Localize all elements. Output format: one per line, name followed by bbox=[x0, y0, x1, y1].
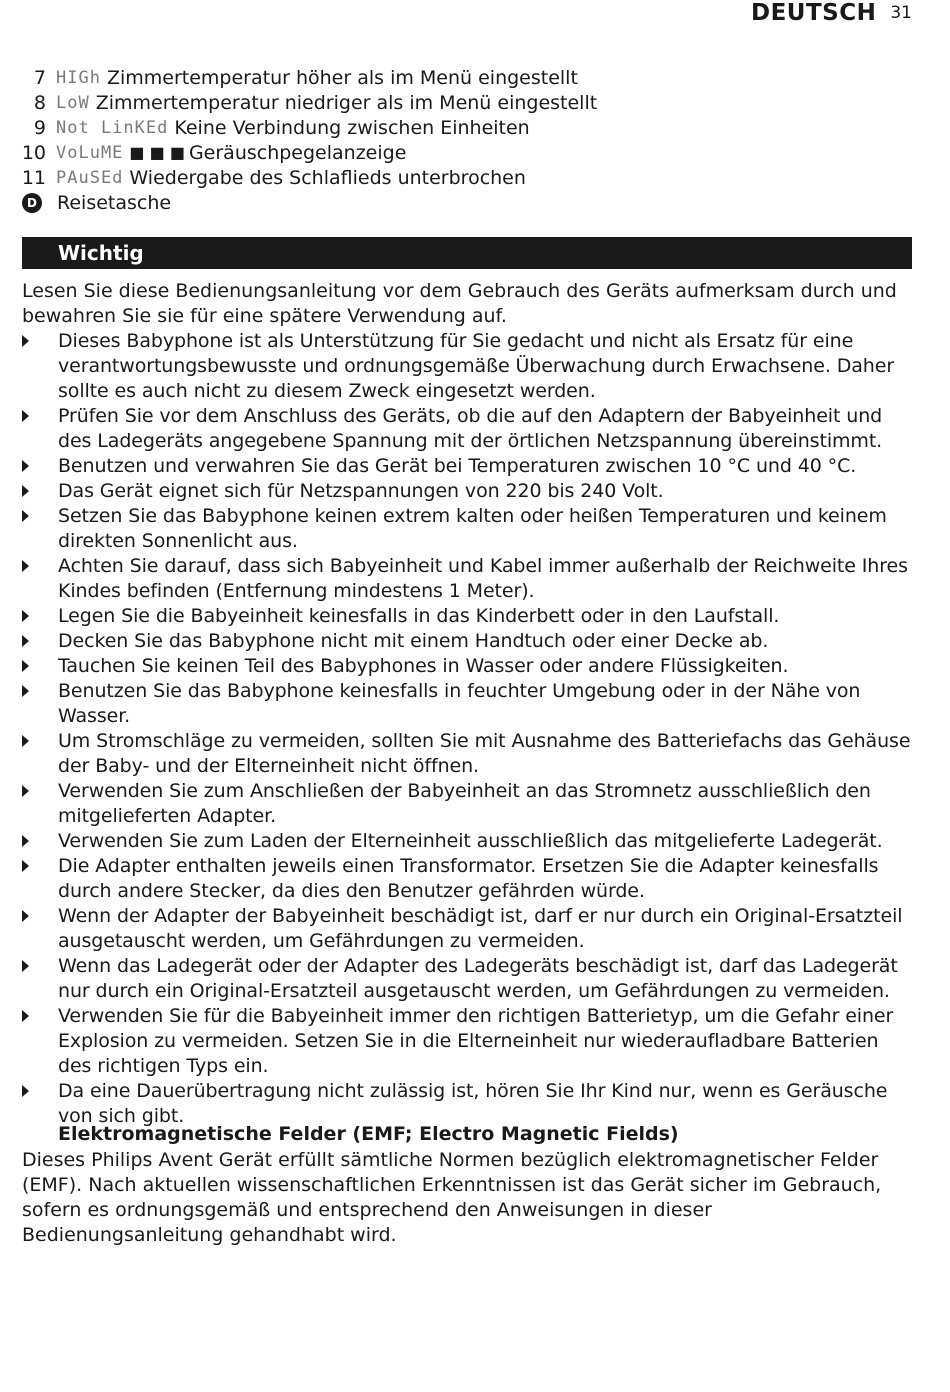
legend-number: 10 bbox=[21, 141, 46, 164]
lcd-symbol: HIGh bbox=[56, 67, 101, 88]
list-item bbox=[22, 454, 912, 479]
display-legend bbox=[20, 65, 920, 215]
bullet-arrow-icon bbox=[22, 410, 29, 422]
page-number: 31 bbox=[890, 3, 912, 23]
list-item-text: Benutzen Sie das Babyphone keinesfalls in feuchter Umgebung oder in der Nähe von Wasser. bbox=[58, 680, 861, 727]
bullet-arrow-icon bbox=[22, 460, 29, 472]
bullet-arrow-icon bbox=[22, 510, 29, 522]
list-item-text: Wenn das Ladegerät oder der Adapter des Ladegeräts beschädigt ist, darf das Ladegerät nur durch ein Original-Ersatzteil ausgetauscht werden, um Gefährdungen zu vermeiden. bbox=[58, 955, 898, 1002]
list-item bbox=[22, 779, 912, 829]
section-banner bbox=[22, 237, 912, 269]
bullet-arrow-icon bbox=[22, 735, 29, 747]
list-item-text: Tauchen Sie keinen Teil des Babyphones in Wasser oder andere Flüssigkeiten. bbox=[58, 655, 789, 677]
list-item bbox=[22, 679, 912, 729]
list-item-text: Da eine Dauerübertragung nicht zulässig ist, hören Sie Ihr Kind nur, wenn es Geräusche von sich gibt. bbox=[58, 1080, 888, 1127]
list-item-text: Wenn der Adapter der Babyeinheit beschädigt ist, darf er nur durch ein Original-Ersatzteil ausgetauscht werden, um Gefährdungen zu vermeiden. bbox=[58, 905, 903, 952]
list-item-text: Verwenden Sie zum Laden der Elterneinheit ausschließlich das mitgelieferte Ladegerät. bbox=[58, 830, 883, 852]
legend-number: 11 bbox=[21, 166, 46, 189]
list-item-text: Verwenden Sie für die Babyeinheit immer den richtigen Batterietyp, um die Gefahr einer Explosion zu vermeiden. Setzen Sie in die Elterneinheit nur wiederaufladbare Batterien des richtigen Typs ein. bbox=[58, 1005, 894, 1077]
list-item bbox=[22, 629, 912, 654]
section-title: Wichtig bbox=[58, 241, 144, 265]
section-language: DEUTSCH bbox=[750, 0, 877, 26]
list-item bbox=[22, 829, 912, 854]
bullet-arrow-icon bbox=[22, 485, 29, 497]
emf-paragraph: Dieses Philips Avent Gerät erfüllt sämtliche Normen bezüglich elektromagnetischer Felder (EMF). Nach aktuellen wissenschaftlichen Erkenntnissen ist das Gerät sicher im Gebrauch, sofern es ordnungsgemäß und entsprechend den Anweisungen in dieser Bedienungsanleitung gehandhabt wird. bbox=[22, 1149, 882, 1246]
list-item-text: Achten Sie darauf, dass sich Babyeinheit und Kabel immer außerhalb der Reichweite Ihres Kindes befinden (Entfernung mindestens 1 Meter). bbox=[58, 555, 908, 602]
list-item-text: Benutzen und verwahren Sie das Gerät bei Temperaturen zwischen 10 °C und 40 °C. bbox=[58, 455, 857, 477]
lcd-symbol: LoW bbox=[56, 92, 90, 113]
list-item-text: Setzen Sie das Babyphone keinen extrem kalten oder heißen Temperaturen und keinem direkten Sonnenlicht aus. bbox=[58, 505, 887, 552]
bullet-arrow-icon bbox=[22, 685, 29, 697]
bullet-arrow-icon bbox=[22, 635, 29, 647]
list-item bbox=[22, 329, 912, 404]
bullet-arrow-icon bbox=[22, 1085, 29, 1097]
lcd-symbol: VoLuME bbox=[56, 142, 124, 163]
legend-item bbox=[20, 165, 920, 190]
list-item-text: Prüfen Sie vor dem Anschluss des Geräts, ob die auf den Adaptern der Babyeinheit und des Ladegeräts angegebene Spannung mit der örtlichen Netzspannung übereinstimmt. bbox=[58, 405, 883, 452]
legend-text: Zimmertemperatur niedriger als im Menü eingestellt bbox=[95, 91, 598, 114]
circle-marker-icon: D bbox=[22, 193, 42, 213]
list-item bbox=[22, 554, 912, 604]
bullet-arrow-icon bbox=[22, 335, 29, 347]
list-item bbox=[22, 1079, 912, 1129]
bullet-arrow-icon bbox=[22, 660, 29, 672]
list-item-text: Die Adapter enthalten jeweils einen Transformator. Ersetzen Sie die Adapter keinesfalls durch andere Stecker, da dies den Benutzer gefährden würde. bbox=[58, 855, 879, 902]
list-item bbox=[22, 404, 912, 454]
legend-number: 7 bbox=[33, 66, 46, 89]
legend-number: 8 bbox=[33, 91, 46, 114]
legend-item bbox=[20, 65, 920, 90]
legend-item bbox=[20, 140, 920, 165]
list-item-text: Das Gerät eignet sich für Netzspannungen von 220 bis 240 Volt. bbox=[58, 480, 664, 502]
volume-squares: ■ ■ ■ bbox=[129, 143, 185, 162]
bullet-arrow-icon bbox=[22, 610, 29, 622]
list-item bbox=[22, 504, 912, 554]
bullet-arrow-icon bbox=[22, 910, 29, 922]
bullet-arrow-icon bbox=[22, 1010, 29, 1022]
bullet-arrow-icon bbox=[22, 785, 29, 797]
list-item bbox=[22, 854, 912, 904]
lcd-symbol: PAuSEd bbox=[56, 167, 124, 188]
legend-text: Keine Verbindung zwischen Einheiten bbox=[174, 116, 530, 139]
legend-item bbox=[20, 190, 920, 215]
bullet-arrow-icon bbox=[22, 835, 29, 847]
list-item-text: Verwenden Sie zum Anschließen der Babyeinheit an das Stromnetz ausschließlich den mitgelieferten Adapter. bbox=[58, 780, 871, 827]
list-item bbox=[22, 954, 912, 1004]
list-item-text: Dieses Babyphone ist als Unterstützung für Sie gedacht und nicht als Ersatz für eine verantwortungsbewusste und ordnungsgemäße Überwachung durch Erwachsene. Daher sollte es auch nicht zu diesem Zweck eingesetzt werden. bbox=[58, 330, 895, 402]
page-header bbox=[751, 0, 912, 26]
legend-item bbox=[20, 115, 920, 140]
list-item bbox=[22, 904, 912, 954]
legend-text: Geräuschpegelanzeige bbox=[188, 141, 407, 164]
list-item-text: Um Stromschläge zu vermeiden, sollten Sie mit Ausnahme des Batteriefachs das Gehäuse der Baby- und der Elterneinheit nicht öffnen. bbox=[58, 730, 911, 777]
bullet-arrow-icon bbox=[22, 960, 29, 972]
list-item bbox=[22, 479, 912, 504]
list-item bbox=[22, 1004, 912, 1079]
safety-list bbox=[22, 329, 912, 1129]
bullet-arrow-icon bbox=[22, 860, 29, 872]
legend-text: Zimmertemperatur höher als im Menü eingestellt bbox=[106, 66, 578, 89]
list-item bbox=[22, 654, 912, 679]
list-item-text: Legen Sie die Babyeinheit keinesfalls in das Kinderbett oder in den Laufstall. bbox=[58, 605, 780, 627]
bullet-arrow-icon bbox=[22, 560, 29, 572]
lcd-symbol: Not LinKEd bbox=[56, 117, 169, 138]
list-item-text: Decken Sie das Babyphone nicht mit einem Handtuch oder einer Decke ab. bbox=[58, 630, 769, 652]
list-item bbox=[22, 729, 912, 779]
legend-text: Reisetasche bbox=[57, 191, 172, 214]
legend-number: 9 bbox=[33, 116, 46, 139]
emf-heading: Elektromagnetische Felder (EMF; Electro Magnetic Fields) bbox=[58, 1123, 679, 1145]
legend-item bbox=[20, 90, 920, 115]
legend-text: Wiedergabe des Schlaflieds unterbrochen bbox=[129, 166, 526, 189]
list-item bbox=[22, 604, 912, 629]
intro-paragraph: Lesen Sie diese Bedienungsanleitung vor dem Gebrauch des Geräts aufmerksam durch und bewahren Sie sie für eine spätere Verwendung auf. bbox=[22, 280, 897, 327]
